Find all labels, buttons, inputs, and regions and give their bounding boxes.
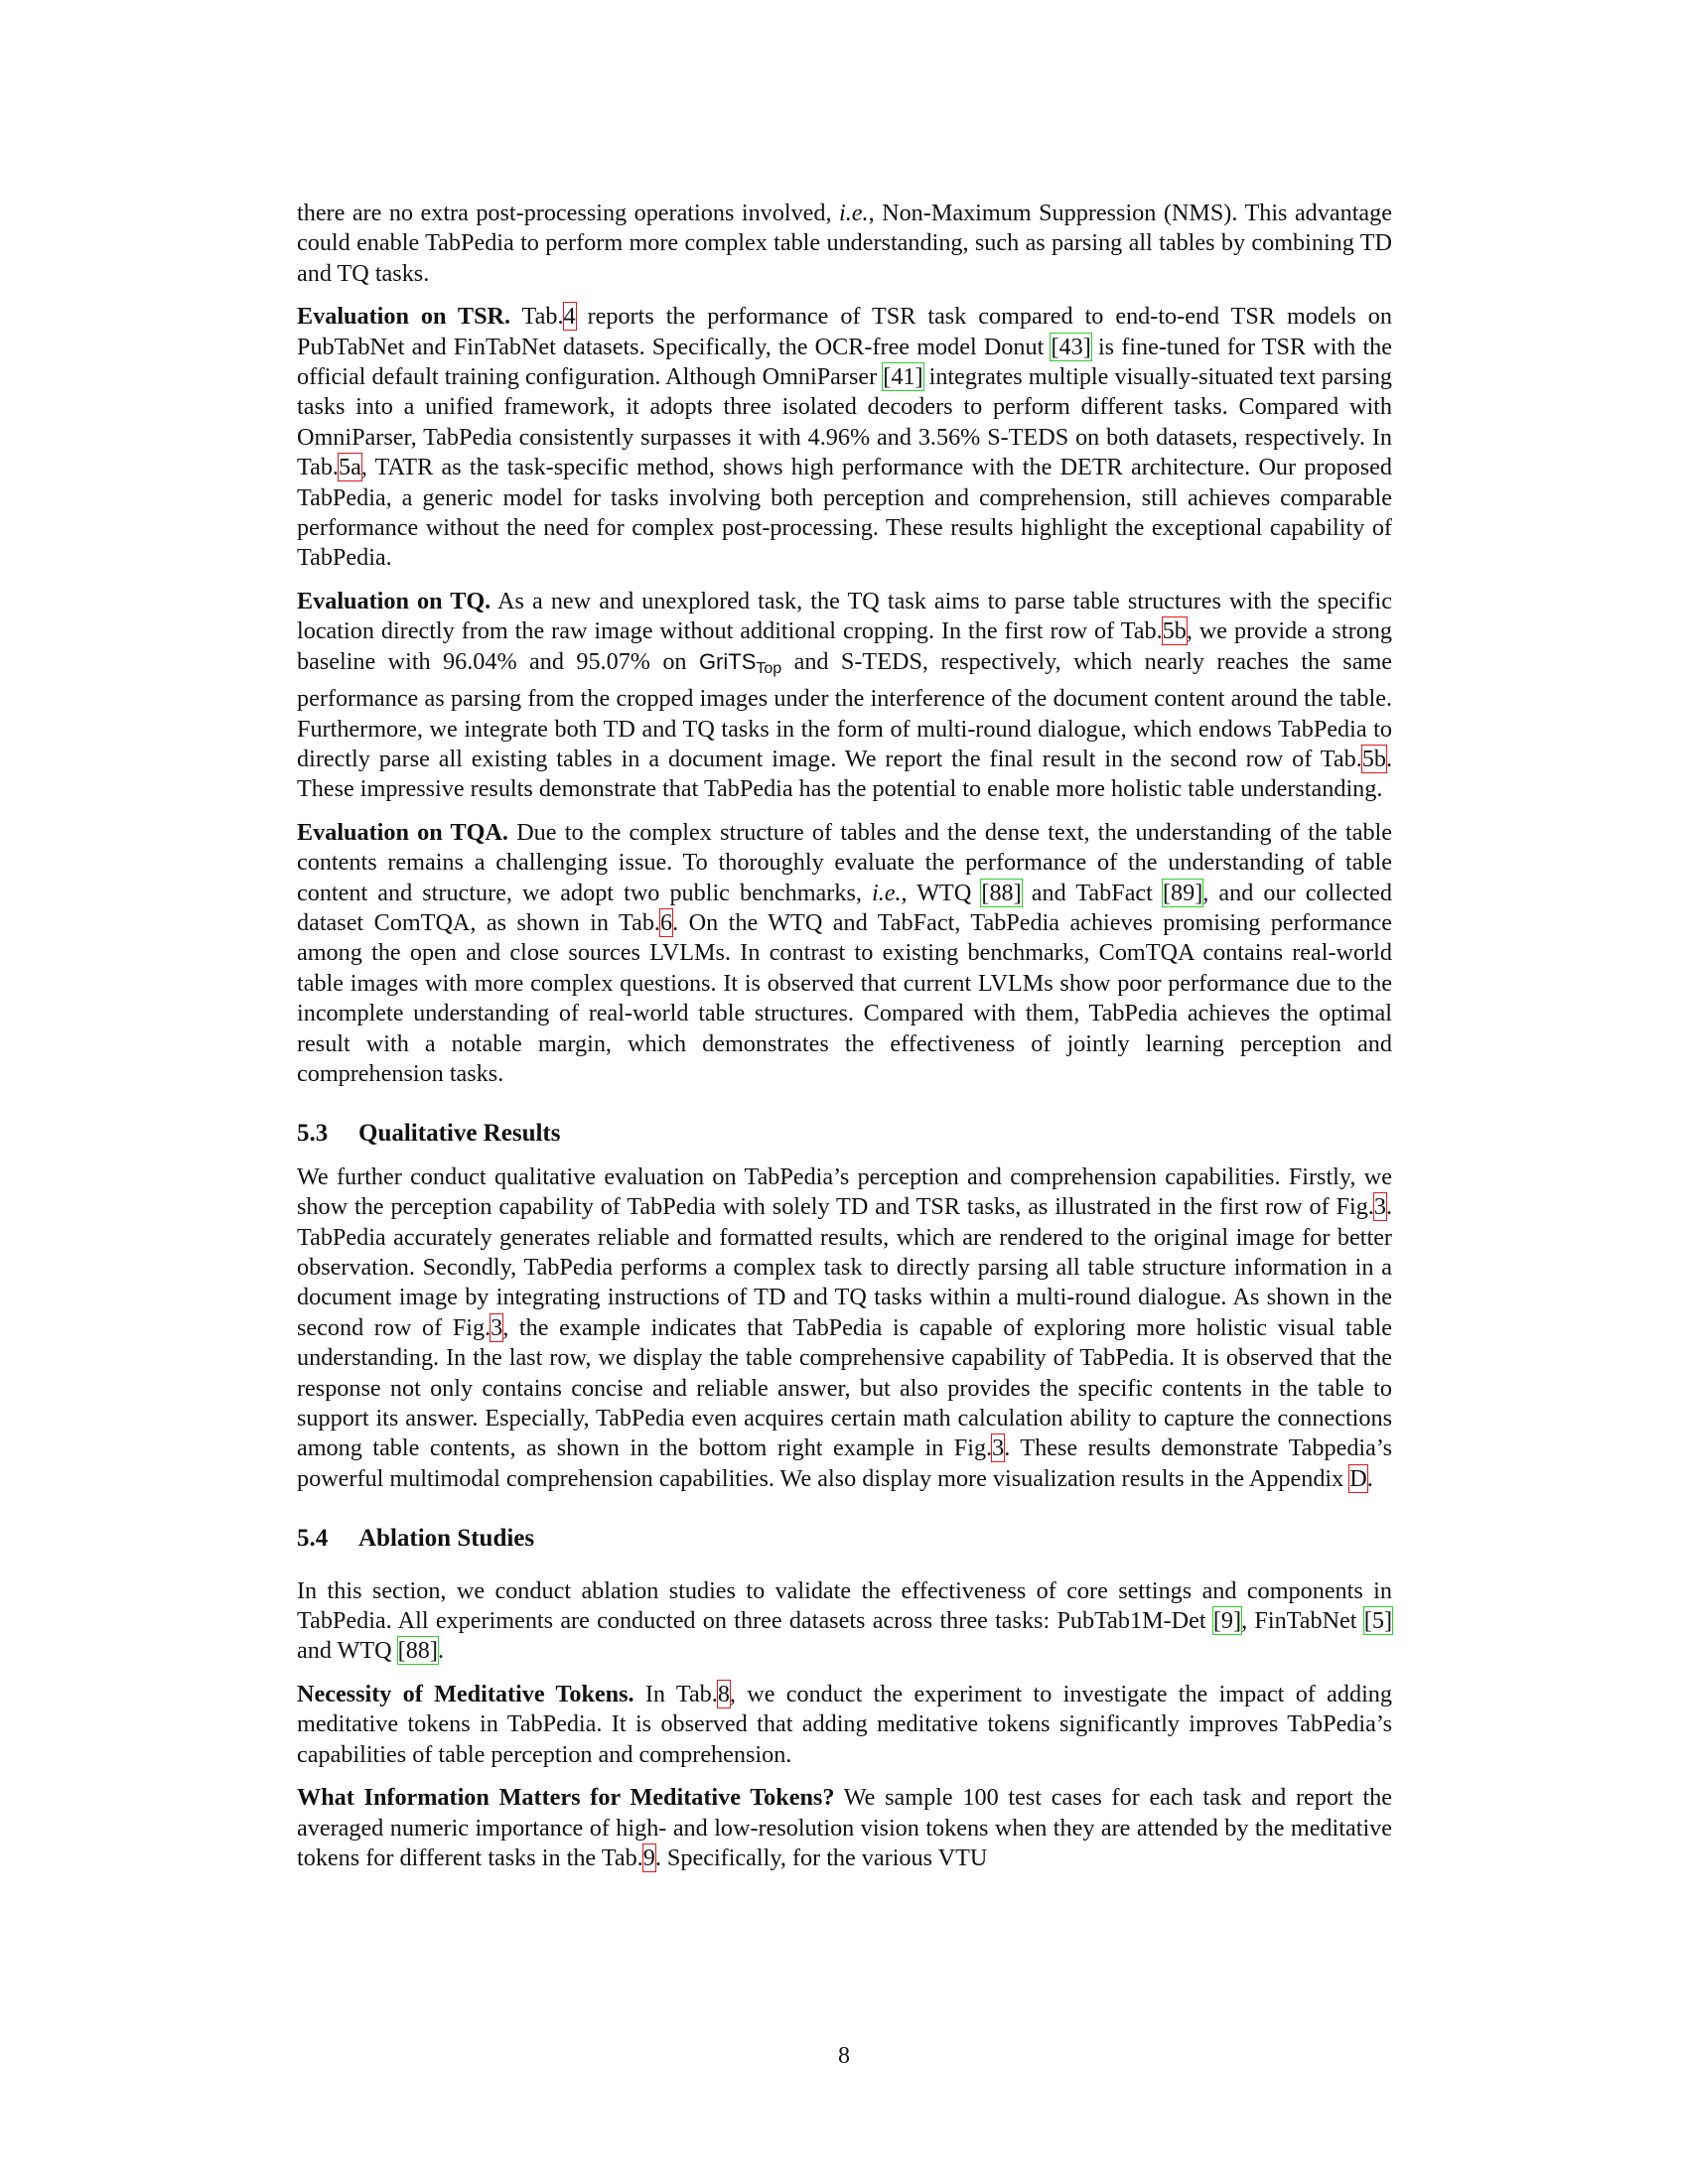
citation-88[interactable]: [88] (397, 1637, 438, 1665)
paragraph-eval-tq: Evaluation on TQ. As a new and unexplored task, the TQ task aims to parse table structures with the specific location directly from the raw image without additional cropping. In the first row of Tab.5b, we provide a strong baseline with 96.04% and 95.07% on GriTS$_{Top}$ and S-TEDS, respectively, which nearly reaches the same performance as parsing from the cropped images under the interference of the document content around the table. Furthermore, we integrate both TD and TQ tasks in the form of multi-round dialogue, which endows TabPedia to directly parse all existing tables in a document image. We report the final result in the second row of Tab.5b. These impressive results demonstrate that TabPedia has the potential to enable more holistic table understanding. (297, 587, 1392, 803)
paragraph-qualitative: We further conduct qualitative evaluation on TabPedia’s perception and comprehension capabilities. Firstly, we show the perception capability of TabPedia with solely TD and TSR tasks, as illustrated in the first row of Fig.3. TabPedia accurately generates reliable and formatted results, which are rendered to the original image for better observation. Secondly, TabPedia performs a complex task to directly parsing all table structure information in a document image by integrating instructions of TD and TQ tasks within a multi-round dialogue. As shown in the second row of Fig.3, the example indicates that TabPedia is capable of exploring more holistic visual table understanding. In the last row, we display the table comprehensive capability of TabPedia. It is observed that the response not only contains concise and reliable answer, but also provides the specific contents in the table to support its answer. Especially, TabPedia even acquires certain math calculation ability to capture the connections among table contents, as shown in the bottom right example in Fig.3. These results demonstrate Tabpedia’s powerful multimodal comprehension capabilities. We also display more visualization results in the Appendix D. (297, 1162, 1393, 1492)
section-number: 5.4 (297, 1525, 329, 1553)
ref-figure-3[interactable]: 3 (491, 1313, 503, 1341)
ie-italic: i.e. (871, 879, 902, 906)
citation-89[interactable]: [89] (1162, 879, 1203, 906)
ref-figure-3[interactable]: 3 (1373, 1193, 1386, 1221)
grits-metric: GriTS (698, 648, 757, 674)
page-number: 8 (838, 2043, 850, 2069)
ref-table-9[interactable]: 9 (642, 1843, 655, 1871)
ref-table-5b-second[interactable]: 5b (1361, 745, 1386, 772)
citation-41[interactable]: [41] (883, 363, 923, 391)
ref-table-6[interactable]: 6 (659, 908, 673, 936)
citation-9[interactable]: [9] (1212, 1607, 1242, 1635)
ref-appendix-d[interactable]: D (1349, 1464, 1367, 1492)
ref-table-5a[interactable]: 5a (338, 454, 361, 481)
runin-heading-tqa: Evaluation on TQA. (297, 818, 508, 846)
paragraph-eval-tqa: Evaluation on TQA. Due to the complex structure of tables and the dense text, the understanding of the table contents remains a challenging issue. To thoroughly evaluate the performance of the understanding of table content and structure, we adopt two public benchmarks, i.e., WTQ [88] and TabFact [89], and our collected dataset ComTQA, as shown in Tab.6. On the WTQ and TabFact, TabPedia achieves promising performance among the open and close sources LVLMs. In contrast to existing benchmarks, ComTQA contains real-world table images with more complex questions. It is observed that current LVLMs show poor performance due to the incomplete understanding of real-world table structures. Compared with them, TabPedia achieves the optimal result with a notable margin, which demonstrates the effectiveness of jointly learning perception and comprehension tasks. (297, 818, 1393, 1087)
paragraph-meditative-necessity: Necessity of Meditative Tokens. In Tab.8, we conduct the experiment to investigate the impact of adding meditative tokens in TabPedia. It is observed that adding meditative tokens significantly improves TabPedia’s capabilities of table perception and comprehension. (297, 1680, 1392, 1768)
citation-43[interactable]: [43] (1051, 333, 1091, 360)
citation-5[interactable]: [5] (1363, 1607, 1392, 1635)
paragraph-eval-tsr: Evaluation on TSR. Tab.4 reports the performance of TSR task compared to end-to-end TSR models on PubTabNet and FinTabNet datasets. Specifically, the OCR-free model Donut [43] is fine-tuned for TSR with the official default training configuration. Although OmniParser [41] integrates multiple visually-situated text parsing tasks into a unified framework, it adopts three isolated decoders to perform different tasks. Compared with OmniParser, TabPedia consistently surpasses it with 4.96% and 3.56% S-TEDS on both datasets, respectively. In Tab.5a, TATR as the task-specific method, shows high performance with the DETR architecture. Our proposed TabPedia, a generic model for tasks involving both perception and comprehension, still achieves comparable performance without the need for complex post-processing. These results highlight the exceptional capability of TabPedia. (297, 303, 1392, 572)
paragraph-ablation-intro: In this section, we conduct ablation studies to validate the effectiveness of core settings and components in TabPedia. All experiments are conducted on three datasets across three tasks: PubTab1M-Det [9], FinTabNet [5] and WTQ [88]. (297, 1576, 1392, 1665)
section-title: Ablation Studies (358, 1525, 535, 1553)
section-heading-5-4 (297, 1524, 1392, 1554)
paragraph-meditative-info: What Information Matters for Meditative Tokens? We sample 100 test cases for each task and report the averaged numeric importance of high- and low-resolution vision tokens when they are attended by the meditative tokens for different tasks in the Tab.9. Specifically, for the various VTU (297, 1784, 1393, 1871)
ref-table-8[interactable]: 8 (717, 1680, 730, 1707)
section-number: 5.3 (297, 1120, 329, 1148)
runin-heading-tsr: Evaluation on TSR. (297, 303, 511, 331)
runin-heading-meditative: Necessity of Meditative Tokens. (297, 1680, 634, 1707)
citation-88[interactable]: [88] (981, 879, 1022, 906)
paragraph-intro: there are no extra post-processing operations involved, i.e., Non-Maximum Suppression (NMS). This advantage could enable TabPedia to perform more complex table understanding, such as parsing all tables by combining TD and TQ tasks. (297, 200, 1392, 287)
section-title: Qualitative Results (358, 1120, 561, 1148)
page-body (297, 199, 1392, 1886)
ref-table-4[interactable]: 4 (563, 303, 576, 331)
grits-subscript: Top (756, 659, 782, 677)
ref-figure-3[interactable]: 3 (992, 1434, 1005, 1462)
ref-table-5b[interactable]: 5b (1162, 617, 1187, 645)
ie-italic: i.e. (839, 200, 869, 226)
section-heading-5-3 (297, 1119, 1392, 1149)
runin-heading-info: What Information Matters for Meditative Tokens? (297, 1784, 835, 1812)
runin-heading-tq: Evaluation on TQ. (297, 587, 492, 614)
